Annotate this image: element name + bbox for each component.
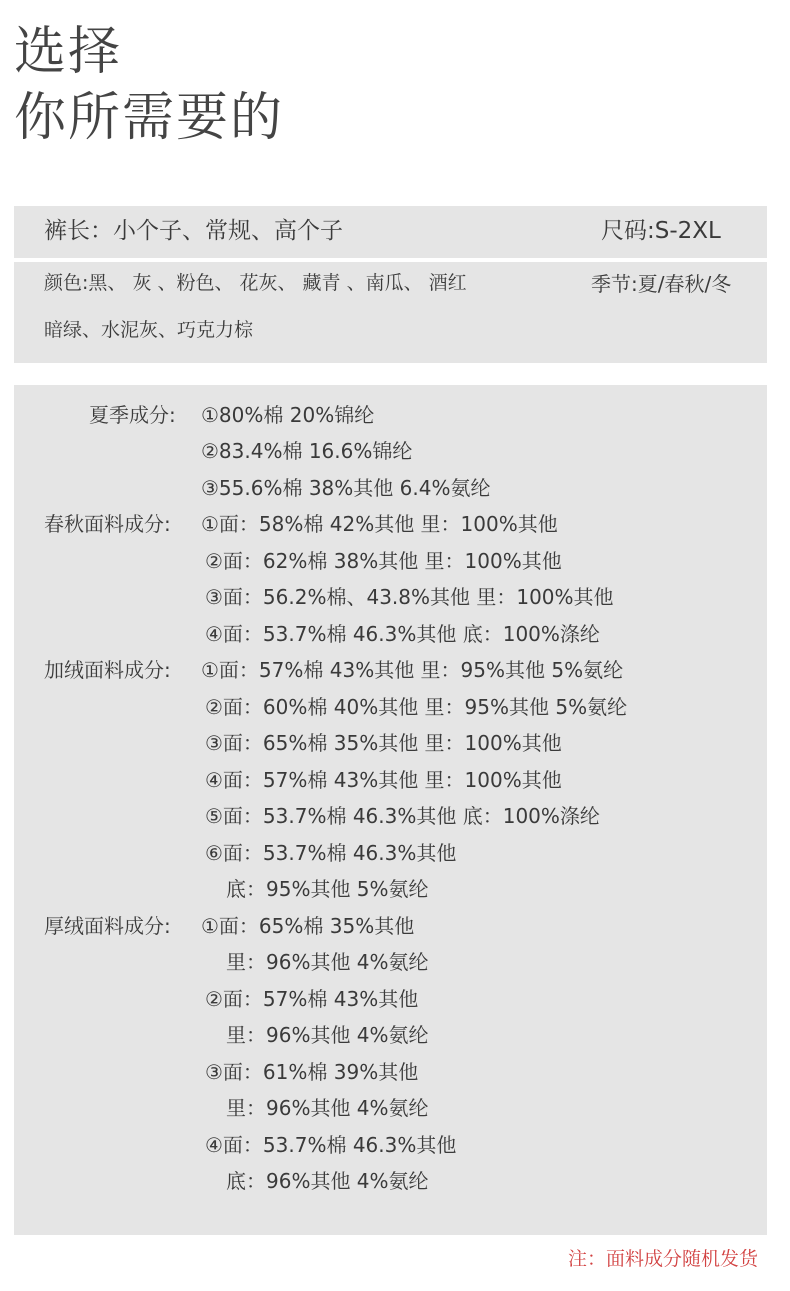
length-options: 裤长：小个子、常规、高个子 xyxy=(44,218,343,244)
color-options-line-1: 颜色:黑、 灰 、粉色、 花灰、 藏青 、南瓜、 酒红 xyxy=(44,272,467,294)
size-range: 尺码:S-2XL xyxy=(601,218,721,244)
fleece-row: 底：95%其他 5%氨纶 xyxy=(226,877,429,901)
thick-fleece-row: 里：96%其他 4%氨纶 xyxy=(226,950,429,974)
fleece-row: ⑥面：53.7%棉 46.3%其他 xyxy=(205,841,457,865)
fleece-row: ④面：57%棉 43%其他 里：100%其他 xyxy=(205,768,562,792)
spring-autumn-row: ②面：62%棉 38%其他 里：100%其他 xyxy=(205,549,562,573)
color-options-line-2: 暗绿、水泥灰、巧克力棕 xyxy=(44,319,254,341)
thick-fleece-row: ②面：57%棉 43%其他 xyxy=(205,987,419,1011)
fleece-row: ②面：60%棉 40%其他 里：95%其他 5%氨纶 xyxy=(205,695,628,719)
spring-autumn-row: ④面：53.7%棉 46.3%其他 底：100%涤纶 xyxy=(205,622,600,646)
thick-fleece-row: ④面：53.7%棉 46.3%其他 xyxy=(205,1133,457,1157)
fleece-row: ⑤面：53.7%棉 46.3%其他 底：100%涤纶 xyxy=(205,804,600,828)
thick-fleece-row: 底：96%其他 4%氨纶 xyxy=(226,1169,429,1193)
thick-fleece-row: 里：96%其他 4%氨纶 xyxy=(226,1023,429,1047)
spring-autumn-row: ①面：58%棉 42%其他 里：100%其他 xyxy=(201,512,558,536)
summer-row: ①80%棉 20%锦纶 xyxy=(201,403,375,427)
page-title-line-2: 你所需要的 xyxy=(14,88,285,148)
season-info: 季节:夏/春秋/冬 xyxy=(591,272,732,296)
fleece-label: 加绒面料成分: xyxy=(44,658,171,682)
thick-fleece-row: ①面：65%棉 35%其他 xyxy=(201,914,415,938)
spring-autumn-row: ③面：56.2%棉、43.8%其他 里：100%其他 xyxy=(205,585,614,609)
page-title-line-1: 选择 xyxy=(14,22,123,82)
summer-row: ②83.4%棉 16.6%锦纶 xyxy=(201,439,413,463)
summer-row: ③55.6%棉 38%其他 6.4%氨纶 xyxy=(201,476,491,500)
spring-autumn-label: 春秋面料成分: xyxy=(44,512,171,536)
thick-fleece-row: 里：96%其他 4%氨纶 xyxy=(226,1096,429,1120)
fleece-row: ③面：65%棉 35%其他 里：100%其他 xyxy=(205,731,562,755)
thick-fleece-label: 厚绒面料成分: xyxy=(44,914,171,938)
fleece-row: ①面：57%棉 43%其他 里：95%其他 5%氨纶 xyxy=(201,658,624,682)
thick-fleece-row: ③面：61%棉 39%其他 xyxy=(205,1060,419,1084)
fabric-shipping-note: 注：面料成分随机发货 xyxy=(567,1248,758,1270)
summer-label: 夏季成分: xyxy=(89,403,176,427)
